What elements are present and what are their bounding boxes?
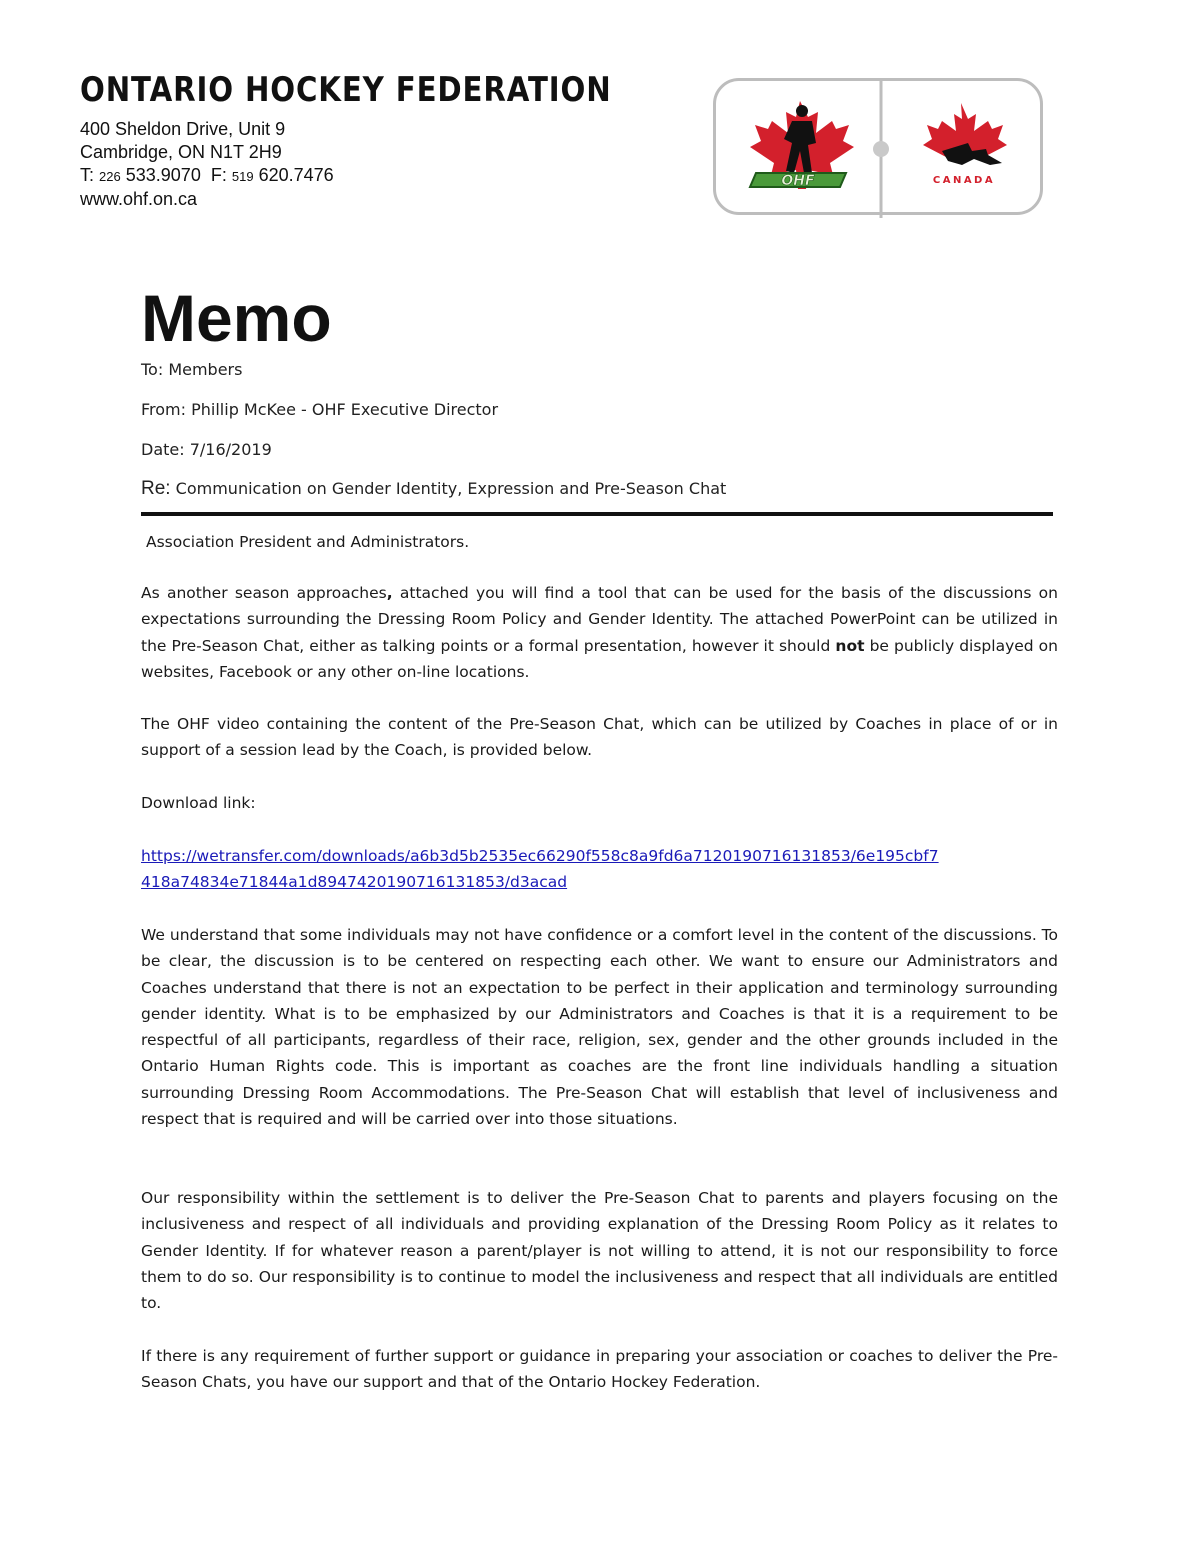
header-divider (141, 512, 1053, 516)
canada-logo-text: CANADA (932, 175, 996, 186)
salutation: Association President and Administrators. (146, 533, 470, 551)
download-link[interactable] (141, 843, 1058, 896)
paragraph-5: If there is any requirement of further support or guidance in preparing your association or coaches to deliver the Pre-Season Chats, you have our support and that of the Ontario Hockey Federation. (141, 1347, 1058, 1392)
organization-name: ONTARIO HOCKEY FEDERATION (80, 70, 612, 110)
website-link[interactable]: www.ohf.on.ca (80, 189, 198, 209)
memo-subject (141, 478, 726, 500)
address-line-2: Cambridge, ON N1T 2H9 (80, 142, 282, 162)
address-block (80, 118, 334, 211)
paragraph-4: Our responsibility within the settlement is to deliver the Pre-Season Chat to parents and players focusing on the inclusiveness and respect of all individuals and providing explanation of the Dressing Room Policy as it relates to Gender Identity. If for whatever reason a parent/player is not willing to attend, it is not our responsibility to force them to do so. Our responsibility is to continue to model the inclusiveness and respect that all individuals are entitled to. (141, 1189, 1058, 1313)
paragraph-2: The OHF video containing the content of the Pre-Season Chat, which can be utilized by Coaches in place of or in support of a session lead by the Coach, is provided below. (141, 715, 1058, 760)
paragraph-1-part-b: attached you will find a tool that can be used for the basis of the discussions on expectations surrounding the Dressing Room Policy and Gender Identity. The attached PowerPoint can be utilized in the Pre-Season Chat, either as talking points or a formal presentation, however it should (141, 584, 1058, 655)
paragraph-1 (141, 580, 1058, 685)
phone-label: T: (80, 165, 95, 185)
memo-from: From: Phillip McKee - OHF Executive Director (141, 400, 499, 419)
phone-fax-line (80, 164, 334, 188)
paragraph-1-emphasis: not (835, 636, 865, 655)
phone-number: 533.9070 (125, 165, 201, 185)
memo-title: Memo (141, 281, 332, 355)
paragraph-1-comma: , (386, 584, 393, 602)
download-link-line-1[interactable]: https://wetransfer.com/downloads/a6b3d5b2535ec66290f558c8a9fd6a7120190716131853/6e195cbf7 (141, 847, 939, 865)
subject-label: Re: (141, 478, 171, 499)
fax-label: F: (210, 165, 227, 185)
logo-panel (713, 78, 1043, 215)
paragraph-3: We understand that some individuals may not have confidence or a comfort level in the content of the discussions. To be clear, the discussion is to be centered on respecting each other. We want to ensure our Administrators and Coaches understand that there is not an expectation to be perfect in their application and terminology surrounding gender identity. What is to be emphasized by our Administrators and Coaches is that it is a requirement to be respectful of all participants, regardless of their race, religion, sex, gender and the other grounds included in the Ontario Human Rights code. This is important as coaches are the front line individuals handling a situation surrounding Dressing Room Accommodations. The Pre-Season Chat will establish that level of inclusiveness and respect that is required and will be carried over into those situations. (141, 926, 1058, 1129)
memo-to: To: Members (141, 360, 243, 379)
subject-text: Communication on Gender Identity, Expression and Pre-Season Chat (170, 479, 727, 498)
memo-date: Date: 7/16/2019 (141, 440, 272, 459)
phone-area-code: 226 (99, 169, 121, 184)
logo-graphics (716, 81, 1046, 218)
download-link-line-2[interactable]: 418a74834e71844a1d8947420190716131853/d3acad (141, 873, 568, 892)
address-line-1: 400 Sheldon Drive, Unit 9 (80, 119, 286, 139)
fax-number: 620.7476 (258, 165, 334, 185)
paragraph-1-part-a: As another season approaches (141, 584, 387, 602)
download-label: Download link: (141, 794, 256, 812)
fax-area-code: 519 (231, 169, 254, 184)
ohf-logo-text: OHF (781, 173, 815, 189)
paragraph-1-part-c: be publicly displayed on websites, Facebook or any other on-line locations. (141, 636, 1058, 681)
hockey-canada-logo-icon (923, 103, 1007, 165)
